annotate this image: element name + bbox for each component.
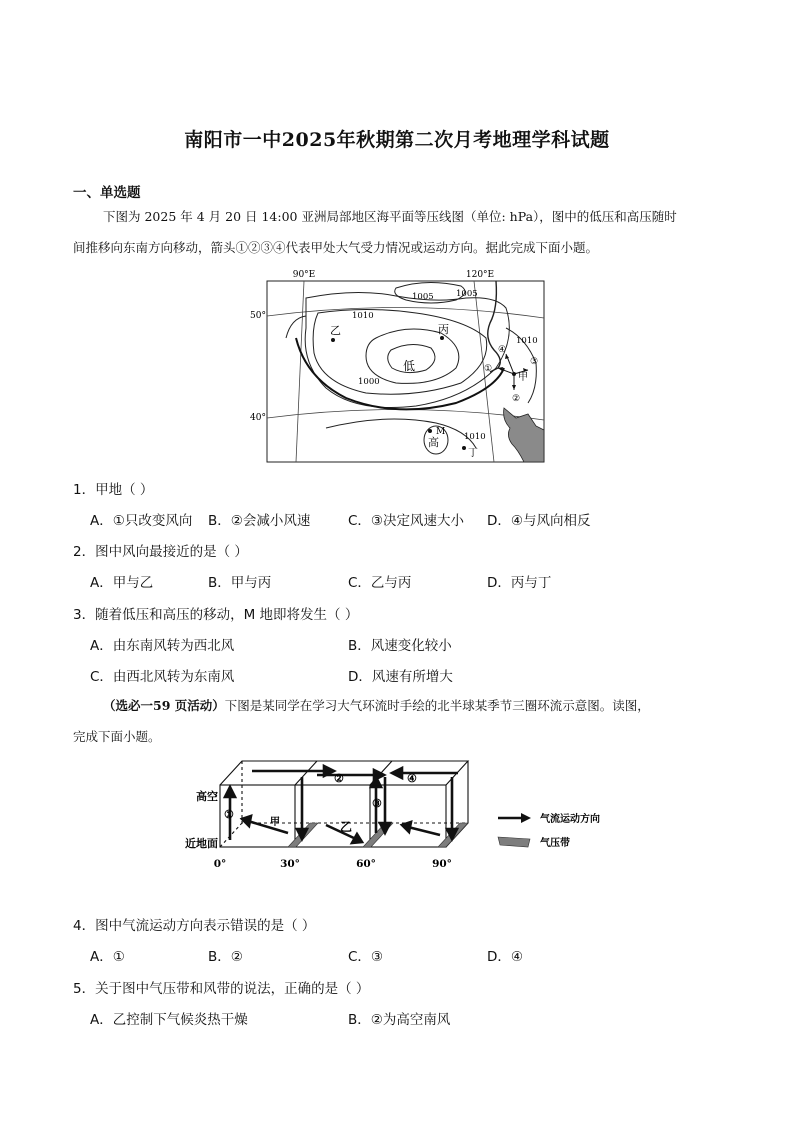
intro-paragraph-2 <box>73 690 723 752</box>
lon-label-90: 90°E <box>292 270 316 280</box>
question-5-stem: 5．关于图中气压带和风带的说法，正确的是（ ） <box>73 981 370 997</box>
q4-option-b[interactable]: B．② <box>208 949 243 965</box>
question-1-stem: 1．甲地（ ） <box>73 482 154 498</box>
arrow-label-2: ② <box>512 394 521 404</box>
q1-option-d[interactable]: D．④与风向相反 <box>487 513 591 529</box>
lat-tick-30: 30° <box>280 858 300 870</box>
lat-label-40: 40° <box>250 413 266 423</box>
isobar-1010-b: 1010 <box>516 336 538 346</box>
isobar-1010-a: 1010 <box>352 311 374 321</box>
legend-airflow: 气流运动方向 <box>540 814 600 825</box>
q2-option-a[interactable]: A．甲与乙 <box>90 575 154 591</box>
place-bing: 丙 <box>438 323 449 336</box>
q1-option-b[interactable]: B．②会减小风速 <box>208 513 311 529</box>
arrow-label-3: ③ <box>530 357 539 367</box>
q3-option-d[interactable]: D．风速有所增大 <box>348 669 453 685</box>
circ-arrow-label-2: ② <box>334 772 344 785</box>
circ-arrow-label-3: ③ <box>372 797 382 810</box>
isobar-map <box>250 268 546 464</box>
q3-option-a[interactable]: A．由东南风转为西北风 <box>90 638 235 654</box>
label-near-ground: 近地面 <box>185 837 218 850</box>
circulation-diagram <box>180 755 620 875</box>
lat-tick-60: 60° <box>356 858 376 870</box>
place-jia: 甲 <box>518 372 528 383</box>
intro2-lead: （选必一59 页活动） <box>103 698 225 713</box>
isobar-1010-c: 1010 <box>464 432 486 442</box>
q2-option-b[interactable]: B．甲与丙 <box>208 575 272 591</box>
place-yi: 乙 <box>330 324 341 337</box>
label-upper-air: 高空 <box>196 790 218 803</box>
high-pressure-label: 高 <box>428 436 439 449</box>
circ-arrow-label-1: ① <box>224 808 234 821</box>
intro-line-1: 下图为 2025 年 4 月 20 日 14:00 亚洲局部地区海平面等压线图（单位: hPa），图中的低压和高压随时 <box>103 209 677 224</box>
lat-label-50: 50° <box>250 311 266 321</box>
question-3-stem: 3．随着低压和高压的移动，M 地即将发生（ ） <box>73 607 359 623</box>
q3-option-c[interactable]: C．由西北风转为东南风 <box>90 669 235 685</box>
intro-paragraph-1 <box>73 201 723 263</box>
q5-option-a[interactable]: A．乙控制下气候炎热干燥 <box>90 1012 248 1028</box>
section-heading: 一、单选题 <box>73 185 141 201</box>
q4-option-c[interactable]: C．③ <box>348 949 384 965</box>
q1-option-c[interactable]: C．③决定风速大小 <box>348 513 465 529</box>
intro-line-2: 间推移向东南方向移动，箭头①②③④代表甲处大气受力情况或运动方向。据此完成下面小题。 <box>73 240 599 255</box>
lat-tick-90: 90° <box>432 858 452 870</box>
page-title: 南阳市一中2025年秋期第二次月考地理学科试题 <box>184 129 610 151</box>
q5-option-b[interactable]: B．②为高空南风 <box>348 1012 451 1028</box>
isobar-1005-a: 1005 <box>412 292 434 302</box>
place-m: M <box>436 427 446 437</box>
place-ding: 丁 <box>468 448 478 459</box>
q1-option-a[interactable]: A．①只改变风向 <box>90 513 193 529</box>
circ-arrow-label-4: ④ <box>407 772 417 785</box>
cell-label-yi: 乙 <box>340 820 353 834</box>
intro2-line-2: 完成下面小题。 <box>73 729 161 744</box>
arrow-label-1: ① <box>484 364 493 374</box>
q3-option-b[interactable]: B．风速变化较小 <box>348 638 452 654</box>
arrow-label-4: ④ <box>498 345 507 355</box>
legend-pressure-belt: 气压带 <box>540 838 570 849</box>
isobar-1005-b: 1005 <box>456 289 478 299</box>
isobar-1000: 1000 <box>358 377 380 387</box>
q2-option-d[interactable]: D．丙与丁 <box>487 575 552 591</box>
q2-option-c[interactable]: C．乙与丙 <box>348 575 412 591</box>
low-pressure-label: 低 <box>403 359 416 373</box>
lat-tick-0: 0° <box>213 858 227 870</box>
q4-option-d[interactable]: D．④ <box>487 949 523 965</box>
cell-label-jia: 甲 <box>270 817 280 828</box>
lon-label-120: 120°E <box>465 270 495 280</box>
q4-option-a[interactable]: A．① <box>90 949 125 965</box>
question-4-stem: 4．图中气流运动方向表示错误的是（ ） <box>73 918 316 934</box>
intro2-rest: 下图是某同学在学习大气环流时手绘的北半球某季节三圈环流示意图。读图， <box>224 698 650 713</box>
question-2-stem: 2．图中风向最接近的是（ ） <box>73 544 248 560</box>
